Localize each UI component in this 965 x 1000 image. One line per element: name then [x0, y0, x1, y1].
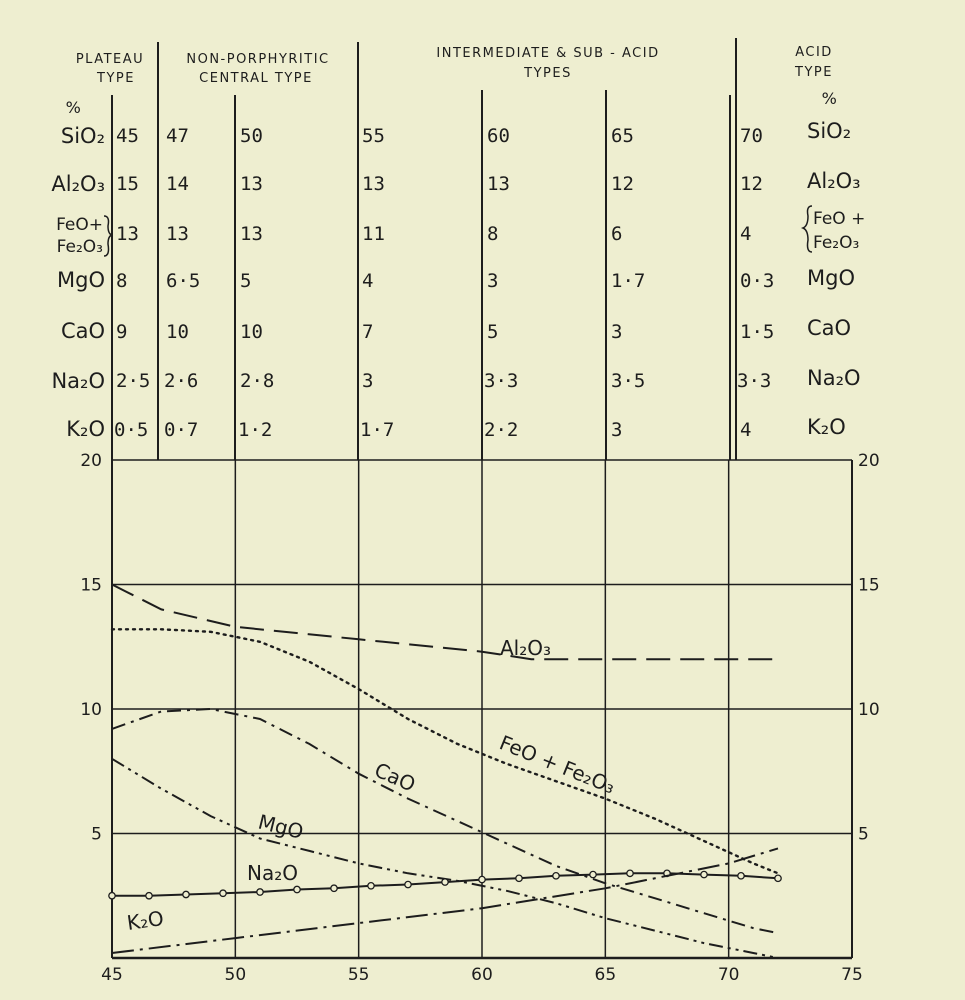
table-cell: 5	[240, 270, 252, 292]
curve-label-feo-fe2o3: FeO + Fe₂O₃	[496, 730, 619, 799]
y-tick-label-left: 5	[91, 824, 102, 845]
table-cell: 12	[740, 173, 763, 195]
table-cell: 60	[487, 125, 510, 147]
x-tick-label: 50	[224, 965, 247, 985]
plateau-header-line2: TYPE	[97, 71, 135, 86]
x-tick-label: 45	[101, 965, 123, 985]
row-label-right-line1: FeO +	[813, 209, 866, 229]
table-cell: 6·5	[166, 270, 201, 292]
percent-sign-left: %	[65, 98, 83, 117]
series-point-na-o	[146, 893, 152, 899]
table-cell: 65	[611, 125, 634, 147]
series-layer	[109, 585, 781, 959]
row-label-left: K₂O	[66, 417, 105, 441]
table-cell: 47	[166, 125, 189, 147]
table-cell: 3·5	[611, 370, 646, 392]
series-point-na-o	[738, 873, 744, 879]
series-point-na-o	[701, 871, 707, 877]
table-cell: 3·3	[484, 370, 519, 392]
series-point-na-o	[257, 889, 263, 895]
table-row-al2o3	[51, 169, 860, 196]
row-label-left: Na₂O	[51, 369, 105, 393]
series-point-na-o	[183, 891, 189, 897]
table-cell: 50	[240, 125, 263, 147]
table-cell: 3	[487, 270, 499, 292]
table-cell: 2·2	[484, 419, 519, 441]
intermediate-header-line1: INTERMEDIATE & SUB - ACID	[436, 46, 660, 61]
header-dividers	[112, 38, 736, 460]
row-label-right: Al₂O₃	[807, 169, 861, 193]
intermediate-header-line2: TYPES	[524, 66, 572, 81]
table-cell: 15	[116, 173, 139, 195]
curve-label-al2o3: Al₂O₃	[500, 636, 552, 660]
row-label-left: CaO	[60, 319, 105, 343]
y-tick-label-right: 10	[858, 700, 880, 720]
table-cell: 2·5	[116, 370, 151, 392]
y-tick-label-right: 20	[858, 451, 880, 471]
table-cell: 8	[487, 223, 499, 245]
table-cell: 55	[362, 125, 385, 147]
x-axis	[101, 965, 863, 985]
series-point-na-o	[294, 886, 300, 892]
y-tick-label-left: 20	[80, 451, 102, 471]
table-cell: 0·5	[114, 419, 149, 441]
y-tick-label-right: 15	[858, 575, 880, 596]
series-line-mgo	[112, 759, 778, 958]
table-cell: 1·7	[360, 419, 395, 441]
y-tick-label-left: 10	[80, 700, 102, 720]
table-row-sio2	[61, 119, 851, 148]
series-point-na-o	[775, 875, 781, 881]
table-cell: 0·7	[164, 419, 199, 441]
series-point-na-o	[516, 875, 522, 881]
table-row-feo-fe2o3	[56, 206, 865, 257]
table-cell: 3	[362, 370, 374, 392]
row-label-left-line2: Fe₂O₃	[56, 237, 103, 257]
row-label-right: MgO	[807, 266, 855, 290]
row-label-right: SiO₂	[807, 119, 852, 143]
table-cell: 9	[116, 321, 128, 343]
table-cell: 12	[611, 173, 634, 195]
table-cell: 0·3	[740, 270, 775, 292]
table-cell: 13	[240, 173, 263, 195]
acid-header-line2: TYPE	[795, 65, 833, 80]
series-point-na-o	[405, 881, 411, 887]
table-cell: 1·5	[740, 321, 775, 343]
table-cell: 7	[362, 321, 374, 343]
table-cell: 13	[487, 173, 510, 195]
table-cell: 70	[740, 125, 763, 147]
x-tick-label: 75	[841, 965, 863, 985]
table-row-k2o	[66, 415, 845, 441]
row-label-right: CaO	[807, 316, 852, 340]
table-cell: 4	[740, 223, 752, 245]
table-cell: 3·3	[737, 370, 772, 392]
table-cell: 13	[166, 223, 189, 245]
plateau-header-line1: PLATEAU	[75, 52, 145, 67]
row-label-right: Na₂O	[807, 366, 861, 390]
brace-right	[803, 206, 812, 252]
series-line-cao	[112, 709, 778, 933]
row-label-left: MgO	[57, 268, 105, 292]
series-point-na-o	[109, 893, 115, 899]
curve-label-cao: CaO	[370, 757, 420, 797]
x-tick-label: 65	[594, 965, 617, 985]
oxide-table	[51, 119, 865, 441]
series-point-na-o	[553, 873, 559, 879]
table-cell: 1·2	[238, 419, 273, 441]
row-label-right-line2: Fe₂O₃	[813, 233, 860, 253]
table-cell: 14	[166, 173, 189, 195]
series-point-na-o	[590, 871, 596, 877]
curve-labels	[125, 636, 618, 935]
y-tick-label-left: 15	[80, 575, 102, 596]
table-cell: 45	[116, 125, 139, 147]
series-line-feo-fe-o-	[112, 629, 778, 873]
series-line-al-o-	[112, 585, 778, 660]
central-header-line2: CENTRAL TYPE	[199, 71, 313, 86]
table-cell: 10	[240, 321, 263, 343]
table-cell: 13	[362, 173, 385, 195]
y-tick-label-right: 5	[858, 824, 869, 845]
table-cell: 4	[362, 270, 374, 292]
series-point-na-o	[442, 879, 448, 885]
series-point-na-o	[368, 883, 374, 889]
table-cell: 11	[362, 223, 385, 245]
series-point-na-o	[220, 890, 226, 896]
percent-sign-right: %	[821, 89, 839, 108]
row-label-left: SiO₂	[60, 124, 105, 148]
table-cell: 8	[116, 270, 128, 292]
series-point-na-o	[479, 876, 485, 882]
curve-label-na2o: Na₂O	[247, 861, 298, 885]
x-tick-label: 55	[347, 965, 370, 985]
table-cell: 5	[487, 321, 499, 343]
table-cell: 6	[611, 223, 623, 245]
series-point-na-o	[627, 870, 633, 876]
table-row-cao	[61, 316, 851, 343]
table-cell: 10	[166, 321, 189, 343]
x-tick-label: 70	[717, 965, 740, 985]
y-axis	[80, 451, 879, 845]
table-cell: 2·6	[164, 370, 199, 392]
x-tick-label: 60	[471, 965, 493, 985]
table-cell: 1·7	[611, 270, 646, 292]
row-label-left-line1: FeO+	[56, 215, 103, 235]
table-cell: 4	[740, 419, 752, 441]
row-label-right: K₂O	[807, 415, 846, 439]
table-cell: 3	[611, 419, 623, 441]
brace-left	[104, 216, 112, 256]
table-cell: 13	[116, 223, 139, 245]
central-header-line1: NON-PORPHYRITIC	[186, 52, 330, 67]
acid-header-line1: ACID	[795, 45, 833, 60]
row-label-left: Al₂O₃	[51, 172, 105, 196]
curve-label-k2o: K₂O	[125, 906, 166, 935]
table-cell: 13	[240, 223, 263, 245]
table-cell: 2·8	[240, 370, 275, 392]
curve-label-mgo: MgO	[255, 809, 306, 844]
table-cell: 3	[611, 321, 623, 343]
series-point-na-o	[331, 885, 337, 891]
header	[66, 45, 839, 117]
table-row-na2o	[51, 366, 860, 393]
